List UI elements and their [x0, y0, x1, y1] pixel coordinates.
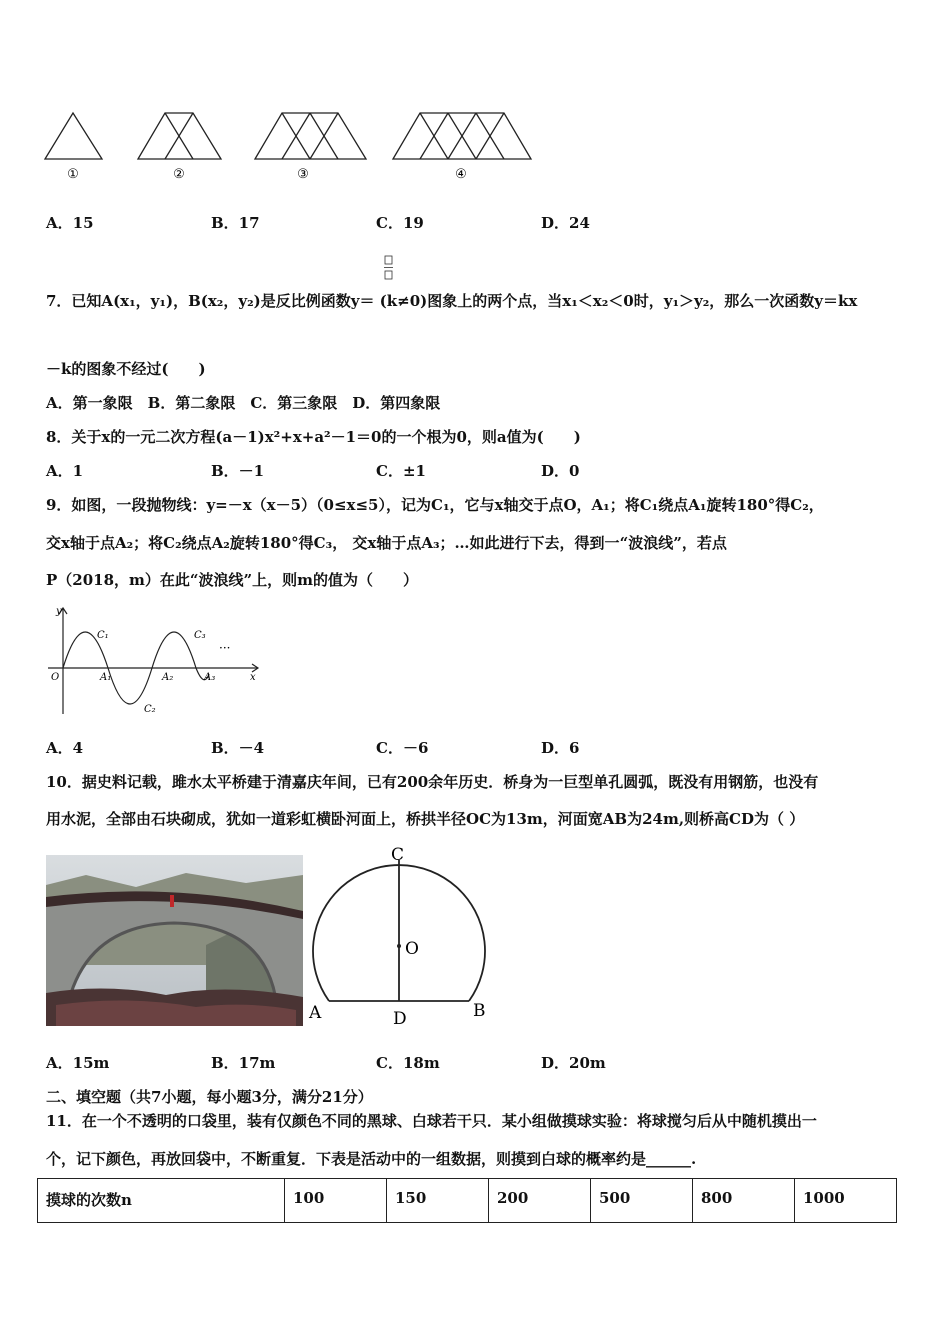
fig-label-4: ④: [455, 167, 467, 182]
point-a3-label: A₃: [204, 672, 216, 683]
q10-option-c: C．18m: [376, 1054, 440, 1072]
q11-stem-line1: 11．在一个不透明的口袋里，装有仅颜色不同的黑球、白球若干只．某小组做摸球实验：将球搅匀后从中随机摸出一: [46, 1112, 817, 1130]
q8-option-d: D．0: [541, 462, 580, 480]
q8-option-c: C．±1: [376, 462, 426, 480]
q6-option-a: A．15: [46, 214, 94, 232]
point-d-label: D: [393, 1009, 407, 1029]
q7-stem-line1: 7．已知A(x₁，y₁)，B(x₂，y₂)是反比例函数y＝ (k≠0)图象上的两个点，当x₁＜x₂＜0时，y₁＞y₂，那么一次函数y＝kx: [46, 292, 858, 310]
table-header-cell: 摸球的次数n: [38, 1179, 285, 1223]
curve-c2-label: C₂: [144, 704, 156, 715]
triangle-pattern-figure: [40, 105, 540, 190]
q9-option-b: B．－4: [211, 739, 265, 757]
q7-stem-line2: －k的图象不经过( ): [46, 360, 206, 378]
q8-option-a: A．1: [46, 462, 84, 480]
q10-option-b: B．17m: [211, 1054, 276, 1072]
q9-option-d: D．6: [541, 739, 580, 757]
fraction-placeholder-icon: [384, 255, 394, 281]
q6-option-b: B．17: [211, 214, 260, 232]
table-cell: 800: [693, 1179, 795, 1223]
point-a-label: A: [309, 1003, 322, 1023]
bridge-photo: [46, 855, 303, 1026]
q8-option-b: B．－1: [211, 462, 265, 480]
q9-stem-line2: 交x轴于点A₂；将C₂绕点A₂旋转180°得C₃， 交x轴于点A₃；…如此进行下去，得到一“波浪线”，若点: [46, 534, 727, 552]
origin-label: O: [51, 672, 60, 683]
q7-options: A．第一象限 B．第二象限 C．第三象限 D．第四象限: [46, 394, 441, 412]
q9-stem-line1: 9．如图，一段抛物线：y=－x（x－5）（0≤x≤5），记为C₁，它与x轴交于点O，A₁；将C₁绕点A₁旋转180°得C₂，: [46, 496, 824, 514]
q6-option-d: D．24: [541, 214, 590, 232]
table-cell: 500: [591, 1179, 693, 1223]
point-o-label: O: [405, 939, 419, 959]
curve-c1-label: C₁: [97, 630, 109, 641]
q6-option-c: C．19: [376, 214, 424, 232]
table-row: [38, 1179, 897, 1223]
point-b-label: B: [473, 1001, 486, 1021]
point-a2-label: A₂: [162, 672, 174, 683]
point-c-label: C: [391, 845, 405, 865]
continuation-dots: ···: [219, 641, 231, 655]
table-cell: 1000: [795, 1179, 897, 1223]
q11-stem-line2: 个，记下颜色，再放回袋中，不断重复．下表是活动中的一组数据，则摸到白球的概率约是______.: [46, 1150, 697, 1168]
point-a1-label: A₁: [100, 672, 112, 683]
q10-stem-line2: 用水泥，全部由石块砌成，犹如一道彩虹横卧河面上，桥拱半径OC为13m，河面宽AB为24m,则桥高CD为（ ）: [46, 810, 805, 828]
data-table: [37, 1178, 897, 1223]
table-cell: 200: [489, 1179, 591, 1223]
fig-label-1: ①: [67, 167, 79, 182]
q9-option-a: A．4: [46, 739, 84, 757]
q9-stem-line3: P（2018，m）在此“波浪线”上，则m的值为（ ）: [46, 571, 419, 589]
table-cell: 100: [285, 1179, 387, 1223]
q10-option-d: D．20m: [541, 1054, 606, 1072]
curve-c3-label: C₃: [194, 630, 206, 641]
section-heading: 二、填空题（共7小题，每小题3分，满分21分）: [46, 1088, 373, 1106]
q9-option-c: C．－6: [376, 739, 429, 757]
q10-option-a: A．15m: [46, 1054, 110, 1072]
q10-stem-line1: 10．据史料记载，雎水太平桥建于清嘉庆年间，已有200余年历史．桥身为一巨型单孔圆弧，既没有用钢筋，也没有: [46, 773, 819, 791]
table-cell: 150: [387, 1179, 489, 1223]
fig-label-3: ③: [297, 167, 309, 182]
fig-label-2: ②: [173, 167, 185, 182]
axis-x-label: x: [250, 672, 256, 683]
q8-stem: 8．关于x的一元二次方程(a－1)x²+x+a²－1＝0的一个根为0，则a值为( ): [46, 428, 581, 446]
wave-graph: [44, 602, 269, 717]
axis-y-label: y: [56, 606, 62, 617]
arch-diagram: [305, 840, 505, 1030]
